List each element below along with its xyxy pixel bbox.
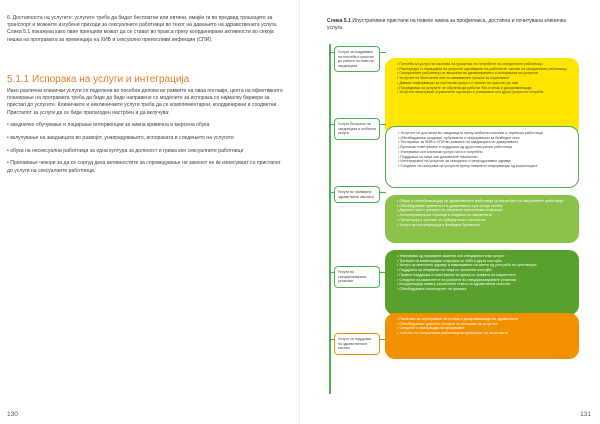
page-number-right: 131 [580,411,591,418]
diagram-item: • Услугите се бесплатни или со минимален трошок за корисникот [397,76,569,81]
diagram-item: • Поддршка за лекување на лица со хронични состојби [397,268,569,273]
diagram-item: • Политики за спречување на стигма и дискриминација во здравството [397,317,569,322]
diagram-item: • Дијагностика и третман на сексуално преносливи инфекции [397,208,569,213]
figure-caption [327,18,582,32]
diagram-item: • Следење на испорака на услугите преку повратни информации од корисниците [398,164,568,169]
diagram-content-box [385,195,579,243]
paragraph-block [7,88,288,180]
diagram-item: • Упатувања од примарна заштита кон специјалистички услуги [397,254,569,259]
box-connector [380,52,386,53]
spine-connector [330,192,335,193]
page-number-left: 130 [7,411,18,418]
diagram-row-label: Услуги за поддршка на здравствениот систем [334,333,380,355]
diagram-item: • Услуги за контрацепција и безбедна бременост [397,223,569,228]
diagram-item: • Обука и сензибилизација на здравствените работници за потребите на сексуалните работници [397,199,569,204]
box-connector [380,124,386,125]
diagram-item: • Обезбедување кондоми, лубриканти и информации за безбеден секс [398,136,568,141]
diagram-item-list [397,62,569,95]
diagram-item: • Обезбедување приватност и доверливост при секоја посета [397,204,569,209]
bullet-paragraph: • Прилавање чекори за да се соргуд дека активностите за спроведување не законот не ќе изнесуваат со пристапот до услуги на сексуалните работници. [7,160,281,174]
diagram-row-label: Услуги во специјализирани установи [334,266,380,288]
diagram-spine [329,44,331,394]
diagram-item: • Антиретровирусна терапија и следење на пациентите [397,213,569,218]
diagram-item: • Услугите вклучуваат ограничени одговори и упатување кон други услуги по потреба [397,90,569,95]
spine-connector [330,124,335,125]
diagram-item: • Сексуалните работници се вклучени во дизајнирањето и испораката на услугите [397,71,569,76]
diagram-content-box [385,250,579,315]
diagram-item: • Даваат информации за постоечки услуги и начини на пристап до нив [397,81,569,86]
diagram-item-list [397,254,569,292]
spine-connector [330,339,335,340]
diagram-item: • Обезбедување доволни ресурси за испорака на услугите [397,322,569,327]
diagram-item: • Врсничко советување и поддршка од други сексуални работници [398,145,568,150]
diagram-row-label: Услуги во примарна здравствена заштита [334,186,380,203]
figure-caption-text: Илустративни пристапи на повеќе нивоа за профилакса, достапна и почитувана клиничка услуга [327,18,566,31]
diagram-item: • Упатување кон клинички услуги кога е потребно [398,150,568,155]
diagram-item: • Тестирање за ХИВ и СПИ во рамките на заедницата со доверливост [398,140,568,145]
diagram-item: • Превенција и третман на туберкулоза и хепатитис [397,218,569,223]
box-connector [380,192,386,193]
diagram-item: • Посредници за услугите се обучени да работат без стигма и дискриминација [397,86,569,91]
bullet-paragraph: • обука на несексуални работници за една култура за доленост и грижа кон сексуалните работници [7,147,244,154]
diagram-item-list [397,199,569,227]
diagram-row-label: Услуги базирани на заедницата и мобилни услуги [334,118,380,140]
section-heading: 5.1.1 Испорака на услуги и интеграција [7,74,190,85]
spine-connector [330,272,335,273]
intro-paragraph: 6. Достапноста на услугите: услугите треба да бидат бесплатни или евтини, имајќи ги во предвид трошоците за транспорт и можните изгубени приходи за сексуалните работници во текот на давањето на здравствената услуга. Слика 5.1 покажува како овие принципи можат да се стават во пракса преку координирани активности во секоја нишка на програмата за превенција на ХИВ и сексуално преносливи инфекции (СПИ). [7,15,278,43]
diagram-content-box [385,126,579,188]
diagram-item: • Поддршка за лица кои доживеале насилство [398,155,568,160]
bullet-paragraph: • вклучување на заедницата во развојот, унапредувањето, испораката и следењето на услугите [7,135,234,142]
diagram-item: • Распоредот и локацијата на услугите одговараат на работните часови на сексуалните работници [397,67,569,72]
diagram-item: • Третман на компликации поврзани со ХИВ и други состојби [397,259,569,264]
diagram-item: • Следење и евалуација на програмите [397,326,569,331]
diagram-item-list [397,317,569,336]
diagram-row-label: Услуги за создавање на потреба и пристап до раните на ниво на заедницата [334,46,380,72]
bullet-paragraph: • заедничко обучување и лоцирање интервенции за нивна кривична и мерсена обука [7,122,210,129]
diagram-item-list [398,131,568,169]
diagram-item: • Правна поддршка и советување во врска со правата на пациентите [397,273,569,278]
diagram-item: • Координација помеѓу различните нивоа на здравствена заштита [397,282,569,287]
diagram-item: • Обезбедување континуитет на грижата [397,287,569,292]
diagram-item: • Учество на сексуалните работници во креирање на политиките [397,331,569,336]
diagram-item: • Следење на квалитетот на услугите во специјализираните установи [397,278,569,283]
diagram-item: • Интегрирање на услугите за сексуално и репродуктивно здравје [398,159,568,164]
diagram-content-box [385,313,579,359]
diagram-item: • Потреба за услуги се заснова на проценка на потребите на сексуалните работници [397,62,569,67]
diagram-item: • Услугите се достапни во заедницата преку мобилни клиники и теренски работници [398,131,568,136]
figure-caption-label: Слика 5.1 [327,18,351,24]
diagram-content-box [385,58,579,136]
spine-connector [330,52,335,53]
diagram-item: • Услуги за ментално здравје и намалување на штети од употреба на супстанции [397,263,569,268]
paragraph: Иако различни клинички услуги се поделени во посебни делови во рамките на оваа поглавје, целта на ефективното планирање на програмата треба да биде да биде направено со моделите за испорака со најмалку бариери за пристап до услугите. Клиничките и неклиничките услуги треба да се комплементарни, координирани и соодветни. Пристапот за услуги да се биде прилагоден настроен и да вклучува: [7,88,283,116]
